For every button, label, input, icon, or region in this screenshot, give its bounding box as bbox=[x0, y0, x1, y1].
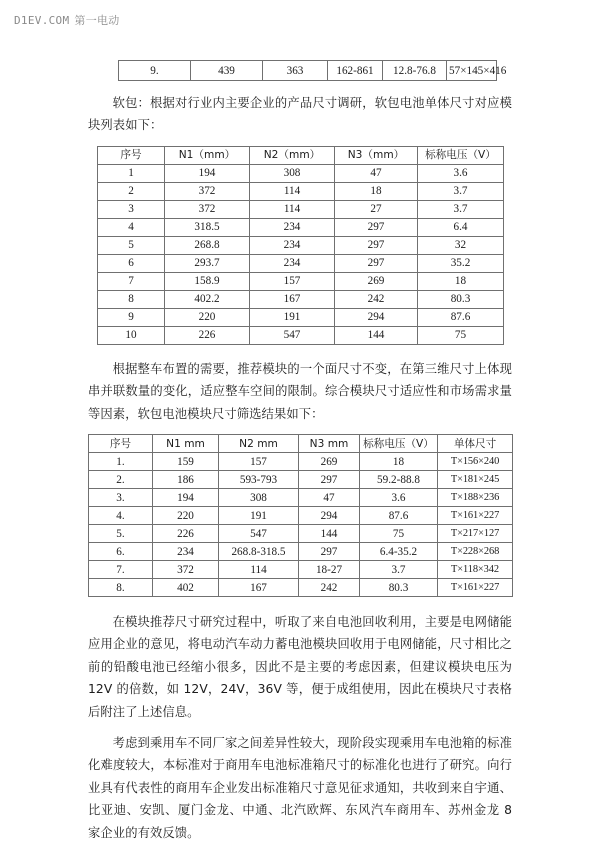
cell-n3: 144 bbox=[335, 326, 418, 344]
cell-n1: 372 bbox=[165, 182, 250, 200]
table-row bbox=[89, 507, 513, 525]
header-index: 序号 bbox=[98, 146, 165, 164]
cell-n1: 268.8 bbox=[165, 236, 250, 254]
table-header-row bbox=[98, 146, 504, 164]
cell-index: 8. bbox=[89, 579, 153, 597]
cell-n2: 547 bbox=[219, 525, 299, 543]
cell-index: 6 bbox=[98, 254, 165, 272]
cell-n1: 226 bbox=[153, 525, 219, 543]
cell-voltage: 32 bbox=[418, 236, 504, 254]
cell-voltage: 6.4-35.2 bbox=[360, 543, 438, 561]
cell-index: 5. bbox=[89, 525, 153, 543]
cell-n3: 297 bbox=[335, 218, 418, 236]
cell-n3: 269 bbox=[299, 453, 360, 471]
table-row bbox=[89, 525, 513, 543]
cell-n1: 439 bbox=[191, 61, 263, 81]
cell-n2: 157 bbox=[219, 453, 299, 471]
table2-wrapper bbox=[0, 146, 600, 345]
cell-index: 9 bbox=[98, 308, 165, 326]
table-row bbox=[98, 272, 504, 290]
cell-dimension: 57×145×416 bbox=[447, 61, 497, 81]
cell-index: 1. bbox=[89, 453, 153, 471]
cell-n3: 242 bbox=[299, 579, 360, 597]
table-row bbox=[98, 164, 504, 182]
cell-dimension: T×217×127 bbox=[438, 525, 513, 543]
cell-voltage: 3.6 bbox=[418, 164, 504, 182]
cell-n3: 144 bbox=[299, 525, 360, 543]
table-row bbox=[98, 236, 504, 254]
cell-dimension: T×161×227 bbox=[438, 507, 513, 525]
cell-n3: 294 bbox=[335, 308, 418, 326]
cell-voltage: 87.6 bbox=[418, 308, 504, 326]
cell-voltage: 75 bbox=[418, 326, 504, 344]
cell-n2: 157 bbox=[250, 272, 335, 290]
cell-n3: 18 bbox=[335, 182, 418, 200]
cell-n1: 372 bbox=[153, 561, 219, 579]
cell-index: 4. bbox=[89, 507, 153, 525]
cell-index: 6. bbox=[89, 543, 153, 561]
cell-n2: 308 bbox=[219, 489, 299, 507]
cell-dimension: T×181×245 bbox=[438, 471, 513, 489]
cell-voltage: 18 bbox=[418, 272, 504, 290]
top-partial-table bbox=[118, 60, 507, 81]
table2-body bbox=[98, 164, 504, 344]
table3-head bbox=[89, 435, 513, 453]
cell-n2: 234 bbox=[250, 254, 335, 272]
cell-n3: 297 bbox=[299, 471, 360, 489]
cell-n2: 308 bbox=[250, 164, 335, 182]
table3-wrapper bbox=[0, 434, 600, 597]
table-row bbox=[89, 579, 513, 597]
header-n1: N1（mm） bbox=[165, 146, 250, 164]
table2-head bbox=[98, 146, 504, 164]
cell-index: 9. bbox=[119, 61, 191, 81]
table-row bbox=[98, 308, 504, 326]
cell-n3: 297 bbox=[335, 236, 418, 254]
cell-voltage: 3.7 bbox=[418, 200, 504, 218]
watermark-brand: 第一电动 bbox=[74, 14, 120, 27]
paragraph-module-selection: 根据整车布置的需要，推荐模块的一个面尺寸不变，在第三维尺寸上体现串并联数量的变化，适应整车空间的限制。综合模块尺寸适应性和市场需求量等因素，软包电池模块尺寸筛选结果如下： bbox=[88, 361, 512, 421]
table-row bbox=[98, 290, 504, 308]
cell-n3: 294 bbox=[299, 507, 360, 525]
cell-n1: 220 bbox=[153, 507, 219, 525]
cell-n1: 220 bbox=[165, 308, 250, 326]
cell-index: 2 bbox=[98, 182, 165, 200]
cell-n1: 372 bbox=[165, 200, 250, 218]
cell-dimension: T×161×227 bbox=[438, 579, 513, 597]
cell-index: 8 bbox=[98, 290, 165, 308]
paragraph-recycling-voltage: 在模块推荐尺寸研究过程中，听取了来自电池回收利用，主要是电网储能应用企业的意见，将电动汽车动力蓄电池模块回收用于电网储能，尺寸相比之前的铅酸电池已经缩小很多，因此不是主要的考虑因素，但建议模块电压为 12V 的倍数，如 12V，24V，36V 等，便于成组使用，因此在模块尺寸表格后附注了上述信息。 bbox=[88, 615, 512, 719]
cell-index: 4 bbox=[98, 218, 165, 236]
paragraph-soft-pack-intro: 软包：根据对行业内主要企业的产品尺寸调研，软包电池单体尺寸对应模块列表如下： bbox=[88, 96, 512, 133]
cell-n2: 167 bbox=[250, 290, 335, 308]
watermark bbox=[14, 12, 120, 28]
table-row bbox=[98, 326, 504, 344]
header-voltage: 标称电压（V） bbox=[418, 146, 504, 164]
cell-n2: 191 bbox=[250, 308, 335, 326]
soft-pack-cell-size-table bbox=[97, 146, 504, 345]
table-row bbox=[89, 453, 513, 471]
cell-index: 1 bbox=[98, 164, 165, 182]
table-row bbox=[119, 61, 497, 81]
cell-voltage: 80.3 bbox=[418, 290, 504, 308]
cell-n1: 293.7 bbox=[165, 254, 250, 272]
cell-n1: 194 bbox=[153, 489, 219, 507]
table-row bbox=[89, 489, 513, 507]
cell-n3: 18-27 bbox=[299, 561, 360, 579]
cell-index: 7 bbox=[98, 272, 165, 290]
table-row bbox=[98, 200, 504, 218]
watermark-site: D1EV.COM bbox=[14, 14, 70, 27]
cell-index: 5 bbox=[98, 236, 165, 254]
cell-index: 3. bbox=[89, 489, 153, 507]
cell-voltage: 6.4 bbox=[418, 218, 504, 236]
soft-pack-module-size-table bbox=[88, 434, 513, 597]
cell-n2: 363 bbox=[263, 61, 328, 81]
top-table-wrapper bbox=[0, 60, 600, 81]
cell-dimension: T×118×342 bbox=[438, 561, 513, 579]
cell-voltage: 3.7 bbox=[360, 561, 438, 579]
cell-n1: 402 bbox=[153, 579, 219, 597]
header-n3: N3（mm） bbox=[335, 146, 418, 164]
header-n1: N1 mm bbox=[153, 435, 219, 453]
cell-n1: 234 bbox=[153, 543, 219, 561]
cell-n3: 27 bbox=[335, 200, 418, 218]
cell-voltage: 59.2-88.8 bbox=[360, 471, 438, 489]
header-index: 序号 bbox=[89, 435, 153, 453]
document-content bbox=[0, 60, 600, 844]
cell-n1: 318.5 bbox=[165, 218, 250, 236]
table-row bbox=[98, 254, 504, 272]
header-n2: N2（mm） bbox=[250, 146, 335, 164]
cell-voltage: 3.6 bbox=[360, 489, 438, 507]
cell-n1: 159 bbox=[153, 453, 219, 471]
cell-index: 3 bbox=[98, 200, 165, 218]
cell-voltage: 75 bbox=[360, 525, 438, 543]
cell-n1: 186 bbox=[153, 471, 219, 489]
cell-n1: 158.9 bbox=[165, 272, 250, 290]
cell-n2: 234 bbox=[250, 218, 335, 236]
cell-n1: 226 bbox=[165, 326, 250, 344]
cell-index: 7. bbox=[89, 561, 153, 579]
header-cell-size: 单体尺寸 bbox=[438, 435, 513, 453]
table-row bbox=[89, 543, 513, 561]
header-n3: N3 mm bbox=[299, 435, 360, 453]
cell-dimension: T×228×268 bbox=[438, 543, 513, 561]
cell-voltage: 35.2 bbox=[418, 254, 504, 272]
cell-n2: 114 bbox=[219, 561, 299, 579]
cell-n2: 114 bbox=[250, 200, 335, 218]
cell-voltage: 12.8-76.8 bbox=[383, 61, 447, 81]
cell-voltage: 80.3 bbox=[360, 579, 438, 597]
table-row bbox=[89, 471, 513, 489]
cell-index: 10 bbox=[98, 326, 165, 344]
cell-n1: 194 bbox=[165, 164, 250, 182]
cell-n3: 47 bbox=[299, 489, 360, 507]
table-header-row bbox=[89, 435, 513, 453]
cell-voltage: 18 bbox=[360, 453, 438, 471]
cell-n3: 242 bbox=[335, 290, 418, 308]
cell-n2: 234 bbox=[250, 236, 335, 254]
cell-n3: 269 bbox=[335, 272, 418, 290]
top-table-body bbox=[119, 61, 507, 81]
cell-n3: 47 bbox=[335, 164, 418, 182]
cell-n2: 547 bbox=[250, 326, 335, 344]
table-row bbox=[89, 561, 513, 579]
cell-voltage: 3.7 bbox=[418, 182, 504, 200]
cell-voltage: 87.6 bbox=[360, 507, 438, 525]
cell-n2: 167 bbox=[219, 579, 299, 597]
cell-n2: 191 bbox=[219, 507, 299, 525]
cell-index: 2. bbox=[89, 471, 153, 489]
table3-body bbox=[89, 453, 513, 597]
cell-dimension: T×188×236 bbox=[438, 489, 513, 507]
cell-n2: 114 bbox=[250, 182, 335, 200]
cell-n3: 297 bbox=[335, 254, 418, 272]
paragraph-commercial-vehicle-survey: 考虑到乘用车不同厂家之间差异性较大，现阶段实现乘用车电池箱的标准化难度较大，本标准对于商用车电池标准箱尺寸的标准化也进行了研究。向行业具有代表性的商用车企业发出标准箱尺寸意见征求通知，共收到来自宇通、比亚迪、安凯、厦门金龙、中通、北汽欧辉、东风汽车商用车、苏州金龙 8 家企业的有效反馈。 bbox=[88, 736, 512, 840]
table-row bbox=[98, 182, 504, 200]
cell-n1: 402.2 bbox=[165, 290, 250, 308]
cell-dimension: T×156×240 bbox=[438, 453, 513, 471]
cell-n2: 593-793 bbox=[219, 471, 299, 489]
cell-n2: 268.8-318.5 bbox=[219, 543, 299, 561]
header-n2: N2 mm bbox=[219, 435, 299, 453]
cell-n3: 162-861 bbox=[328, 61, 383, 81]
header-voltage: 标称电压（V） bbox=[360, 435, 438, 453]
table-row bbox=[98, 218, 504, 236]
cell-n3: 297 bbox=[299, 543, 360, 561]
